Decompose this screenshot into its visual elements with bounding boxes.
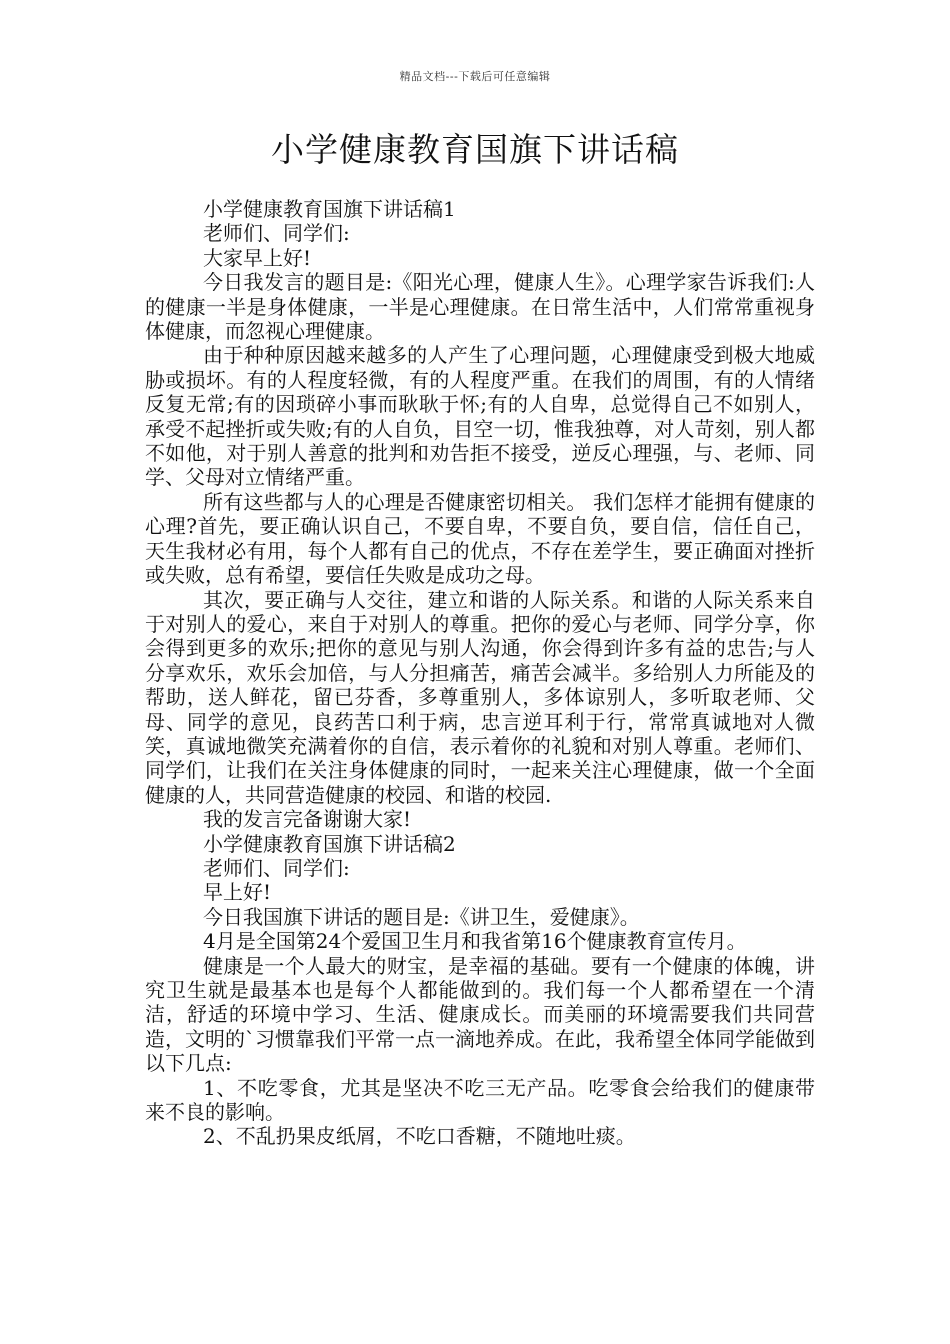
paragraph: 其次，要正确与人交往，建立和谐的人际关系。和谐的人际关系来自于对别人的爱心，来自于对别人的尊重。把你的爱心与老师、同学分享，你会得到更多的欢乐;把你的意见与别人沟通，你会得到许多有益的忠告;与人分享欢乐，欢乐会加倍，与人分担痛苦，痛苦会减半。多给别人力所能及的帮助，送人鲜花，留已芬香，多尊重别人，多体谅别人，多听取老师、父母、同学的意见，良药苦口利于病，忠言逆耳利于行，常常真诚地对人微笑，真诚地微笑充满着你的自信，表示着你的礼貌和对别人尊重。老师们、同学们，让我们在关注身体健康的同时，一起来关注心理健康，做一个全面健康的人，共同营造健康的校园、和谐的校园. xyxy=(145,587,815,807)
paragraph: 由于种种原因越来越多的人产生了心理问题，心理健康受到极大地威胁或损坏。有的人程度轻微，有的人程度严重。在我们的周围，有的人情绪反复无常;有的因琐碎小事而耿耿于怀;有的人自卑，总觉得自己不如别人，承受不起挫折或失败;有的人自负，目空一切，惟我独尊，对人苛刻，别人都不如他，对于别人善意的批判和劝告拒不接受，逆反心理强，与、老师、同学、父母对立情绪严重。 xyxy=(145,343,815,490)
paragraph: 健康是一个人最大的财宝，是幸福的基础。要有一个健康的体魄，讲究卫生就是最基本也是每个人都能做到的。我们每一个人都希望在一个清洁，舒适的环境中学习、生活、健康成长。而美丽的环境需要我们共同营造，文明的`习惯靠我们平常一点一滴地养成。在此，我希望全体同学能做到以下几点: xyxy=(145,953,815,1076)
salutation: 老师们、同学们: xyxy=(203,855,350,880)
greeting: 早上好! xyxy=(203,880,272,905)
document-title: 小学健康教育国旗下讲话稿 xyxy=(271,130,679,169)
greeting: 大家早上好! xyxy=(203,245,312,270)
closing-line: 我的发言完备谢谢大家! xyxy=(203,807,412,832)
list-item: 1、不吃零食，尤其是坚决不吃三无产品。吃零食会给我们的健康带来不良的影响。 xyxy=(145,1075,815,1125)
paragraph: 4月是全国第24个爱国卫生月和我省第16个健康教育宣传月。 xyxy=(203,929,747,954)
section-heading-2: 小学健康教育国旗下讲话稿2 xyxy=(203,831,456,856)
salutation: 老师们、同学们: xyxy=(203,221,350,246)
paragraph: 所有这些都与人的心理是否健康密切相关。 我们怎样才能拥有健康的心理?首先，要正确认识自己，不要自卑，不要自负，要自信，信任自己，天生我材必有用，每个人都有自己的优点，不存在差学生，要正确面对挫折或失败，总有希望，要信任失败是成功之母。 xyxy=(145,489,815,588)
paragraph: 今日我国旗下讲话的题目是:《讲卫生，爱健康》。 xyxy=(203,904,640,929)
header-note: 精品文档---下载后可任意编辑 xyxy=(399,70,551,83)
paragraph: 今日我发言的题目是:《阳光心理，健康人生》。心理学家告诉我们:人的健康一半是身体健康，一半是心理健康。在日常生活中，人们常常重视身体健康，而忽视心理健康。 xyxy=(145,270,815,344)
document-body xyxy=(145,197,815,1149)
list-item: 2、不乱扔果皮纸屑，不吃口香糖，不随地吐痰。 xyxy=(203,1124,636,1149)
section-heading-1: 小学健康教育国旗下讲话稿1 xyxy=(203,197,456,221)
